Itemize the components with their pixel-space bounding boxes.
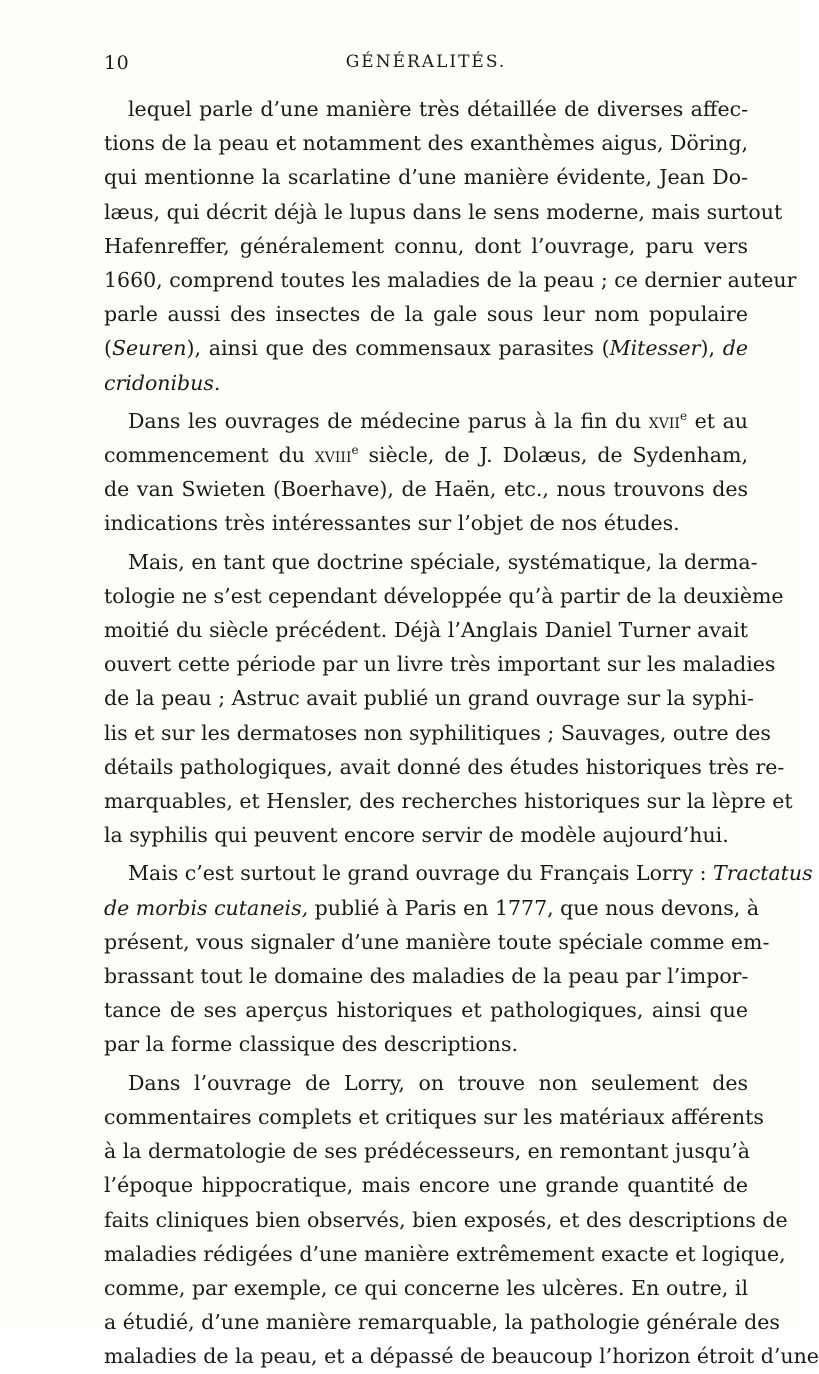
text-segment: par la forme classique des descriptions. xyxy=(104,1032,519,1057)
text-line xyxy=(104,506,748,540)
text-segment: marquables, et Hensler, des recherches historiques sur la lèpre et xyxy=(104,789,793,814)
text-line xyxy=(104,438,748,472)
text-line xyxy=(104,891,760,925)
text-line xyxy=(104,613,748,647)
text-segment: faits cliniques bien observés, bien exposés, et des descriptions de xyxy=(104,1207,788,1232)
text-segment: Mais c’est surtout le grand ouvrage du Français Lorry : xyxy=(128,861,714,886)
text-segment: cridonibus xyxy=(104,370,214,395)
text-line xyxy=(104,160,748,194)
text-line xyxy=(104,818,748,852)
text-segment: . xyxy=(213,370,221,395)
text-segment: détails pathologiques, avait donné des études historiques très re- xyxy=(104,754,785,779)
text-segment: xviii xyxy=(314,443,352,468)
text-segment: de morbis cutaneis, xyxy=(104,895,309,920)
text-line xyxy=(104,92,748,126)
text-line xyxy=(104,784,793,818)
text-segment: siècle, de J. Dolæus, de Sydenham, xyxy=(358,443,748,468)
text-line xyxy=(104,1271,748,1305)
text-segment: tologie ne s’est cependant développée qu’à partir de la deuxième xyxy=(104,583,784,608)
text-line xyxy=(104,331,748,365)
text-line xyxy=(104,716,771,750)
text-segment: indications très intéressantes sur l’objet de nos études. xyxy=(104,511,680,536)
text-segment: et au xyxy=(687,408,748,433)
text-segment: maladies rédigées d’une manière extrêmement exacte et logique, xyxy=(104,1241,786,1266)
text-line xyxy=(104,1305,780,1339)
text-segment: ), ainsi que des commensaux parasites ( xyxy=(186,336,610,361)
text-line xyxy=(104,750,785,784)
text-line xyxy=(104,925,770,959)
text-segment: de la peau ; Astruc avait publié un grand ouvrage sur la syphi- xyxy=(104,686,754,711)
text-line xyxy=(104,1027,748,1061)
text-segment: 1660, comprend toutes les maladies de la peau ; ce dernier auteur xyxy=(104,268,797,293)
text-line xyxy=(104,1203,788,1237)
text-line xyxy=(104,681,754,715)
text-segment: maladies de la peau, et a dépassé de beaucoup l’horizon étroit d’une xyxy=(104,1344,819,1369)
text-line xyxy=(104,1100,764,1134)
text-segment: ), xyxy=(700,336,723,361)
text-line xyxy=(104,472,748,506)
text-segment: présent, vous signaler d’une manière toute spéciale comme em- xyxy=(104,929,770,954)
text-segment: Tractatus xyxy=(713,861,813,886)
text-segment: ( xyxy=(104,336,112,361)
text-segment: publié à Paris en 1777, que nous devons, à xyxy=(308,895,760,920)
page-header xyxy=(104,52,748,82)
text-segment: comme, par exemple, ce qui concerne les ulcères. En outre, il xyxy=(104,1275,748,1300)
text-segment: commentaires complets et critiques sur les matériaux afférents xyxy=(104,1104,764,1129)
text-line xyxy=(104,856,813,890)
text-line xyxy=(104,579,784,613)
text-line xyxy=(104,647,776,681)
text-segment: Mitesser xyxy=(609,336,701,361)
text-segment: brassant tout le domaine des maladies de la peau par l’impor- xyxy=(104,964,749,989)
text-segment: e xyxy=(351,443,359,458)
text-line xyxy=(104,404,748,438)
text-segment: Mais, en tant que doctrine spéciale, systématique, la derma- xyxy=(128,549,758,574)
text-segment: tions de la peau et notamment des exanthèmes aigus, Döring, xyxy=(104,131,748,156)
text-line xyxy=(104,263,797,297)
text-line xyxy=(104,993,748,1027)
text-segment: commencement du xyxy=(104,443,315,468)
text-segment: ouvert cette période par un livre très important sur les maladies xyxy=(104,652,776,677)
text-line xyxy=(104,126,748,160)
running-title: GÉNÉRALITÉS. xyxy=(345,52,507,72)
text-line xyxy=(104,195,783,229)
page-number: 10 xyxy=(104,52,130,74)
text-segment: de xyxy=(722,336,748,361)
text-segment: la syphilis qui peuvent encore servir de modèle aujourd’hui. xyxy=(104,823,729,848)
text-line xyxy=(104,229,748,263)
text-segment: lis et sur les dermatoses non syphilitiques ; Sauvages, outre des xyxy=(104,720,771,745)
text-segment: Seuren xyxy=(112,336,187,361)
text-segment: læus, qui décrit déjà le lupus dans le sens moderne, mais surtout xyxy=(104,199,783,224)
text-segment: de van Swieten (Boerhave), de Haën, etc., nous trouvons des xyxy=(104,477,748,502)
text-line xyxy=(104,1066,748,1100)
text-segment: Dans l’ouvrage de Lorry, on trouve non seulement des xyxy=(128,1070,748,1095)
text-line xyxy=(104,1237,786,1271)
text-segment: lequel parle d’une manière très détaillée de diverses affec- xyxy=(128,97,748,121)
text-line xyxy=(104,1168,748,1202)
text-segment: tance de ses aperçus historiques et pathologiques, ainsi que xyxy=(104,998,748,1023)
text-segment: xvii xyxy=(648,408,680,433)
text-segment: à la dermatologie de ses prédécesseurs, en remontant jusqu’à xyxy=(104,1139,750,1164)
text-line xyxy=(104,366,748,400)
text-segment: e xyxy=(679,409,688,423)
text-segment: Dans les ouvrages de médecine parus à la fin du xyxy=(128,408,649,433)
text-line xyxy=(104,297,748,331)
text-line xyxy=(104,1134,748,1168)
text-line xyxy=(104,545,758,579)
text-segment: l’époque hippocratique, mais encore une grande quantité de xyxy=(104,1173,748,1198)
text-segment: parle aussi des insectes de la gale sous leur nom populaire xyxy=(104,302,748,327)
text-line xyxy=(104,1339,819,1373)
text-segment: a étudié, d’une manière remarquable, la pathologie générale des xyxy=(104,1310,780,1335)
text-segment: qui mentionne la scarlatine d’une manière évidente, Jean Do- xyxy=(104,165,748,190)
body-text xyxy=(104,92,819,1374)
text-segment: Hafenreffer, généralement connu, dont l’ouvrage, paru vers xyxy=(104,233,748,258)
text-line xyxy=(104,959,748,993)
text-segment: moitié du siècle précédent. Déjà l’Anglais Daniel Turner avait xyxy=(104,618,748,643)
